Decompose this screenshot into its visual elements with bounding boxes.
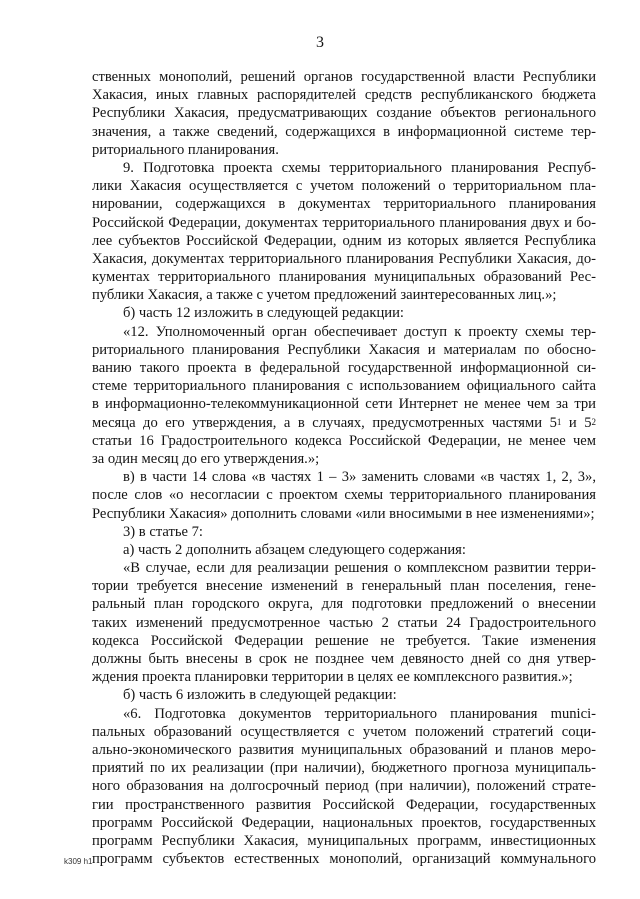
text-line: Российской Федерации, документах территориального планирования двух и бо- xyxy=(92,214,596,231)
text-line: статьи 16 Градостроительного кодекса Российской Федерации, не менее чем xyxy=(92,432,596,449)
text-line: программ Российской Федерации, национальных проектов, государственных xyxy=(92,814,596,831)
text-line: таких изменений предусмотренное частью 2 статьи 24 Градостроительного xyxy=(92,614,596,631)
text-line: «В случае, если для реализации решения о комплексном развитии терри- xyxy=(123,560,596,577)
text-line: риториального планирования Республики Хакасия и материалам по обосно- xyxy=(92,341,596,358)
text-line: «6. Подготовка документов территориального планирования munici- xyxy=(123,705,596,722)
text-line: риториального планирования. xyxy=(92,141,279,158)
text-line: значения, а также сведений, содержащихся в информационной системе тер- xyxy=(92,123,596,140)
text-line: за один месяц до его утверждения.»; xyxy=(92,450,320,467)
text-line: кодекса Российской Федерации решение не требуется. Такие изменения xyxy=(92,632,596,649)
text-line: после слов «о несогласии с проектом схемы территориального планирования xyxy=(92,487,596,504)
text-line: в информационно-телекоммуникационной сети Интернет не менее чем за три xyxy=(92,396,596,413)
text-line: 9. Подготовка проекта схемы территориального планирования Респуб- xyxy=(123,159,596,176)
text-line: стеме территориального планирования с использованием официального сайта xyxy=(92,378,596,395)
text-line: ственных монополий, решений органов государственной власти Республики xyxy=(92,69,596,85)
text-line: Республики Хакасия, предусматривающих создание объектов регионального xyxy=(92,105,596,122)
text-line: 3) в статье 7: xyxy=(123,523,203,540)
text-line: «12. Уполномоченный орган обеспечивает доступ к проекту схемы тер- xyxy=(123,323,596,340)
text-line: должны быть внесены в срок не позднее чем девяносто дней со дня утвер- xyxy=(92,651,596,667)
text-line: нировании, содержащихся в документах территориального планирования xyxy=(92,196,596,213)
text-line: Хакасия, иных главных распорядителей средств республиканского бюджета xyxy=(92,87,596,104)
text-line: Хакасия, документах территориального планирования Республики Хакасия, до- xyxy=(92,250,596,267)
text-line: ного образования на долгосрочный период (при наличии), положений страте- xyxy=(92,778,596,795)
text-line: ждения проекта планировки территории в целях ее комплексного развития.»; xyxy=(92,669,573,686)
text-line: б) часть 12 изложить в следующей редакции: xyxy=(123,305,404,322)
page-number: 3 xyxy=(316,34,324,51)
text-line: ально-экономического развития муниципальных образований и планов меро- xyxy=(92,741,596,758)
text-line: публики Хакасия, а также с учетом предложений заинтересованных лиц.»; xyxy=(92,287,557,304)
text-line: ральный план городского округа, для подготовки предложений о внесении xyxy=(92,596,596,613)
text-line: лики Хакасия осуществляется с учетом положений о территориальном пла- xyxy=(92,178,596,195)
text-line: гии пространственного развития Российской Федерации, государственных xyxy=(92,796,596,813)
text-line: тории требуется внесение изменений в генеральный план поселения, гене- xyxy=(92,578,596,595)
text-line: а) часть 2 дополнить абзацем следующего содержания: xyxy=(123,541,466,558)
text-line: в) в части 14 слова «в частях 1 – 3» заменить словами «в частях 1, 2, 3», xyxy=(123,469,596,486)
footer-document-code: k309 h1 xyxy=(64,857,93,866)
text-line: приятий по их реализации (при наличии), бюджетного прогноза муниципаль- xyxy=(92,760,596,777)
text-line: месяца до его утверждения, а в случаях, предусмотренных частями $5^1$ и $5^2$ xyxy=(92,414,596,431)
document-body xyxy=(92,68,596,868)
text-line: б) часть 6 изложить в следующей редакции: xyxy=(123,687,397,704)
text-line: программ Республики Хакасия, муниципальных программ, инвестиционных xyxy=(92,832,596,849)
text-line: лее субъектов Российской Федерации, одним из которых является Республика xyxy=(92,232,596,249)
text-line: программ субъектов естественных монополий, организаций коммунального xyxy=(92,851,596,868)
text-line: кументах территориального планирования муниципальных образований Рес- xyxy=(92,269,596,286)
text-line: пальных образований осуществляется с учетом положений стратегий соци- xyxy=(92,723,596,740)
text-line: ванию такого проекта в федеральной государственной информационной си- xyxy=(92,360,596,376)
text-line: Республики Хакасия» дополнить словами «или вносимыми в нее изменениями»; xyxy=(92,505,595,522)
